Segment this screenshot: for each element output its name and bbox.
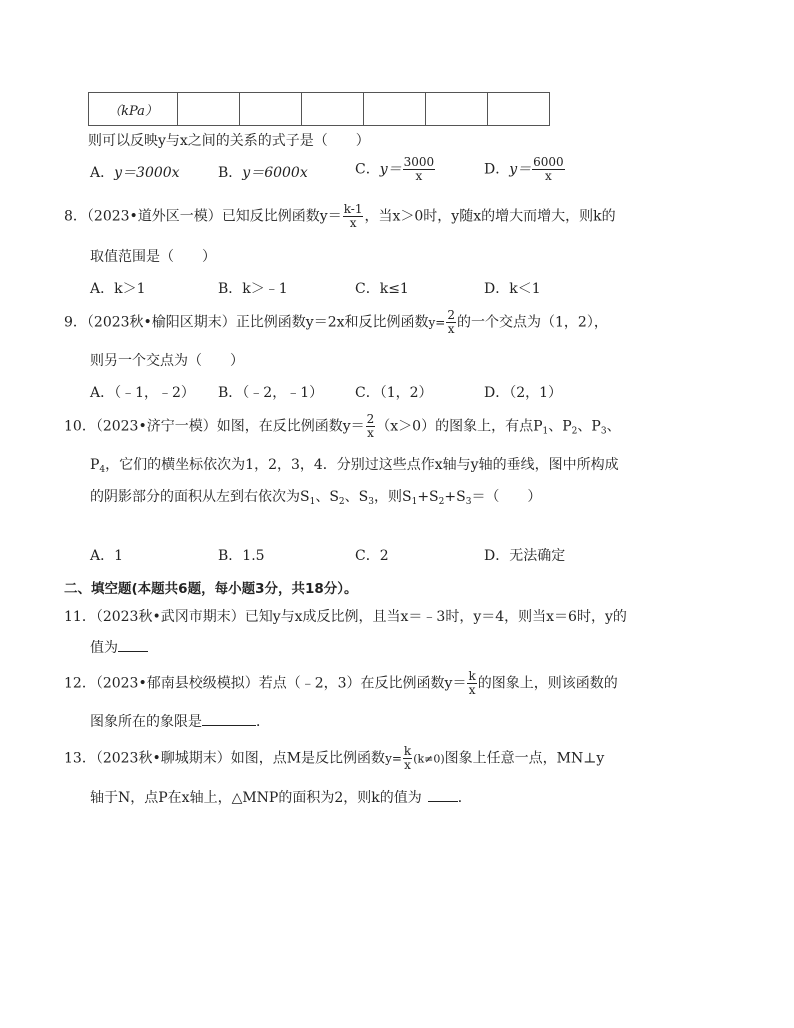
fraction [532,156,565,183]
option-label: C． [355,161,380,178]
q10-line1 [64,413,621,440]
question-text: 的一个交点为（1，2）， [457,314,608,331]
fraction [366,413,376,440]
subscript: 1 [309,497,316,507]
fraction-numerator: k [403,744,412,758]
q10-option-c[interactable]: C．2 [355,548,389,564]
q9-option-a[interactable]: A．（﹣1，﹣2） [90,385,195,401]
option-prefix: y＝ [379,161,402,178]
question-text: 轴于N，点P在x轴上，△MNP的面积为2，则k的值为 [90,790,422,806]
q10-option-b[interactable]: B．1.5 [218,548,265,564]
subscript: 2 [338,497,345,507]
q8-option-b[interactable]: B．k＞﹣1 [218,281,288,297]
question-text: 的阴影部分的面积从左到右依次为S [90,489,310,505]
subscript: 1 [411,497,418,507]
answer-blank[interactable] [428,801,458,802]
subscript: 1 [542,426,549,437]
q8-option-c[interactable]: C．k≤1 [355,281,409,297]
question-source: （2023秋•聊城期末） [95,750,231,767]
question-number: 8． [64,208,87,225]
question-text: 、 [606,418,621,435]
fraction-denominator: x [545,169,552,183]
fraction-numerator: 3000 [403,155,435,169]
question-text: 图象上任意一点，MN⊥y [444,750,605,767]
fraction [403,745,412,772]
q9-option-b[interactable]: B．（﹣2，﹣1） [218,385,324,401]
q13-line1 [64,745,604,772]
subscript: 4 [99,465,106,475]
fraction-denominator: x [367,426,374,440]
question-text: 、P [548,418,572,435]
fraction-denominator: x [468,683,476,697]
fraction [467,670,476,697]
fraction-denominator: x [447,322,455,336]
question-text: （x＞0）的图象上，有点P [376,418,543,435]
option-expr: y＝6000x [242,165,308,181]
q8-option-a[interactable]: A．k＞1 [90,281,146,297]
fraction [446,309,456,336]
question-text: 如图，点M是反比例函数 [230,750,386,767]
q9-line2: 则另一个交点为（ ） [90,353,244,369]
option-label: D． [484,161,510,178]
subscript: 3 [600,426,607,437]
fraction-numerator: k-1 [343,202,363,216]
question-text: ． [457,790,472,806]
fraction-numerator: 2 [447,308,456,322]
fraction-prefix: y= [385,751,402,766]
subscript: 3 [465,497,472,507]
table-cell [426,93,488,126]
fraction-prefix: y= [428,315,446,330]
q10-option-a[interactable]: A．1 [90,548,124,564]
q7-stem: 则可以反映y与x之间的关系的式子是（ ） [88,133,370,149]
question-number: 9． [64,314,87,331]
fraction-suffix: (k≠0) [413,752,445,766]
fraction-denominator: x [349,216,357,230]
question-text: P [90,457,100,473]
question-text: ，它们的横坐标依次为1，2，3，4．分别过这些点作x轴与y轴的垂线，图中所构成 [105,457,619,473]
q10-line3 [90,486,541,507]
table-cell-unit: （kPa） [89,93,178,126]
q8-line2: 取值范围是（ ） [90,249,216,265]
q9-option-c[interactable]: C．（1，2） [355,385,433,401]
subscript: 2 [438,497,445,507]
fraction [403,156,436,183]
table-cell [240,93,302,126]
fraction-denominator: x [415,169,423,183]
question-source: （2023秋•武冈市期末） [95,609,245,625]
q7-option-d[interactable] [484,156,566,183]
pressure-table [88,92,550,126]
question-text: ，当x＞0时，y随x的增大而增大，则k的 [364,208,616,225]
q13-line2 [90,787,472,807]
fraction-numerator: 2 [366,412,375,426]
question-text: 图象所在的象限是 [90,714,202,730]
question-text: 、S [344,489,369,505]
question-text: +S [444,489,466,505]
fraction-denominator: x [404,758,411,772]
fraction-numerator: 6000 [533,155,564,169]
q8-line1 [64,203,616,230]
fraction [343,203,364,230]
question-text: 已知反比例函数y＝ [221,208,342,225]
subscript: 3 [368,497,374,507]
fraction-numerator: k [468,669,476,683]
option-expr: y＝3000x [114,165,180,181]
table-cell [364,93,426,126]
q12-line2 [90,711,270,731]
subscript: 2 [571,426,578,437]
question-text: 、S [315,489,339,505]
question-text: 若点（﹣2，3）在反比例函数y＝ [258,675,467,692]
q7-option-c[interactable] [355,156,436,183]
question-number: 13． [64,750,96,767]
question-number: 12． [64,675,96,692]
question-source: （2023•郁南县校级模拟） [95,675,259,692]
table-cell [178,93,240,126]
q11-line2 [90,637,148,657]
q11-line1 [64,606,627,626]
option-label: A． [90,165,115,181]
question-source: （2023•道外区一模） [86,208,222,225]
q8-option-d[interactable]: D．k＜1 [484,281,541,297]
section-title: 二、填空题(本题共6题，每小题3分，共18分）。 [64,581,358,597]
question-text: +S [417,489,439,505]
question-text: 正比例函数y＝2x和反比例函数 [235,314,429,331]
question-text: 已知y与x成反比例，且当x＝﹣3时，y＝4，则当x＝6时，y的 [244,609,627,625]
question-text: 、P [577,418,601,435]
q7-option-b[interactable] [218,162,308,182]
option-prefix: y＝ [509,161,532,178]
answer-blank[interactable] [202,725,256,726]
q12-line1 [64,670,618,697]
question-source: （2023秋•榆阳区期末） [86,314,236,331]
question-text: ． [256,714,270,730]
question-text: 的图象上，则该函数的 [477,675,618,692]
question-text: ＝（ ） [471,489,542,505]
question-text: ，则S [373,489,412,505]
table-cell [302,93,364,126]
q9-line1 [64,309,608,336]
table-cell [488,93,550,126]
question-text: 如图，在反比例函数y＝ [216,418,365,435]
question-number: 11． [64,609,96,625]
q9-option-d[interactable]: D．（2，1） [484,385,563,401]
option-label: B． [218,165,243,181]
q7-option-a[interactable] [90,162,180,182]
q10-option-d[interactable]: D．无法确定 [484,548,566,564]
q10-line2 [90,454,619,475]
answer-blank[interactable] [118,651,148,652]
question-text: 值为 [90,640,118,656]
question-source: （2023•济宁一模） [95,418,217,435]
question-number: 10． [64,418,96,435]
